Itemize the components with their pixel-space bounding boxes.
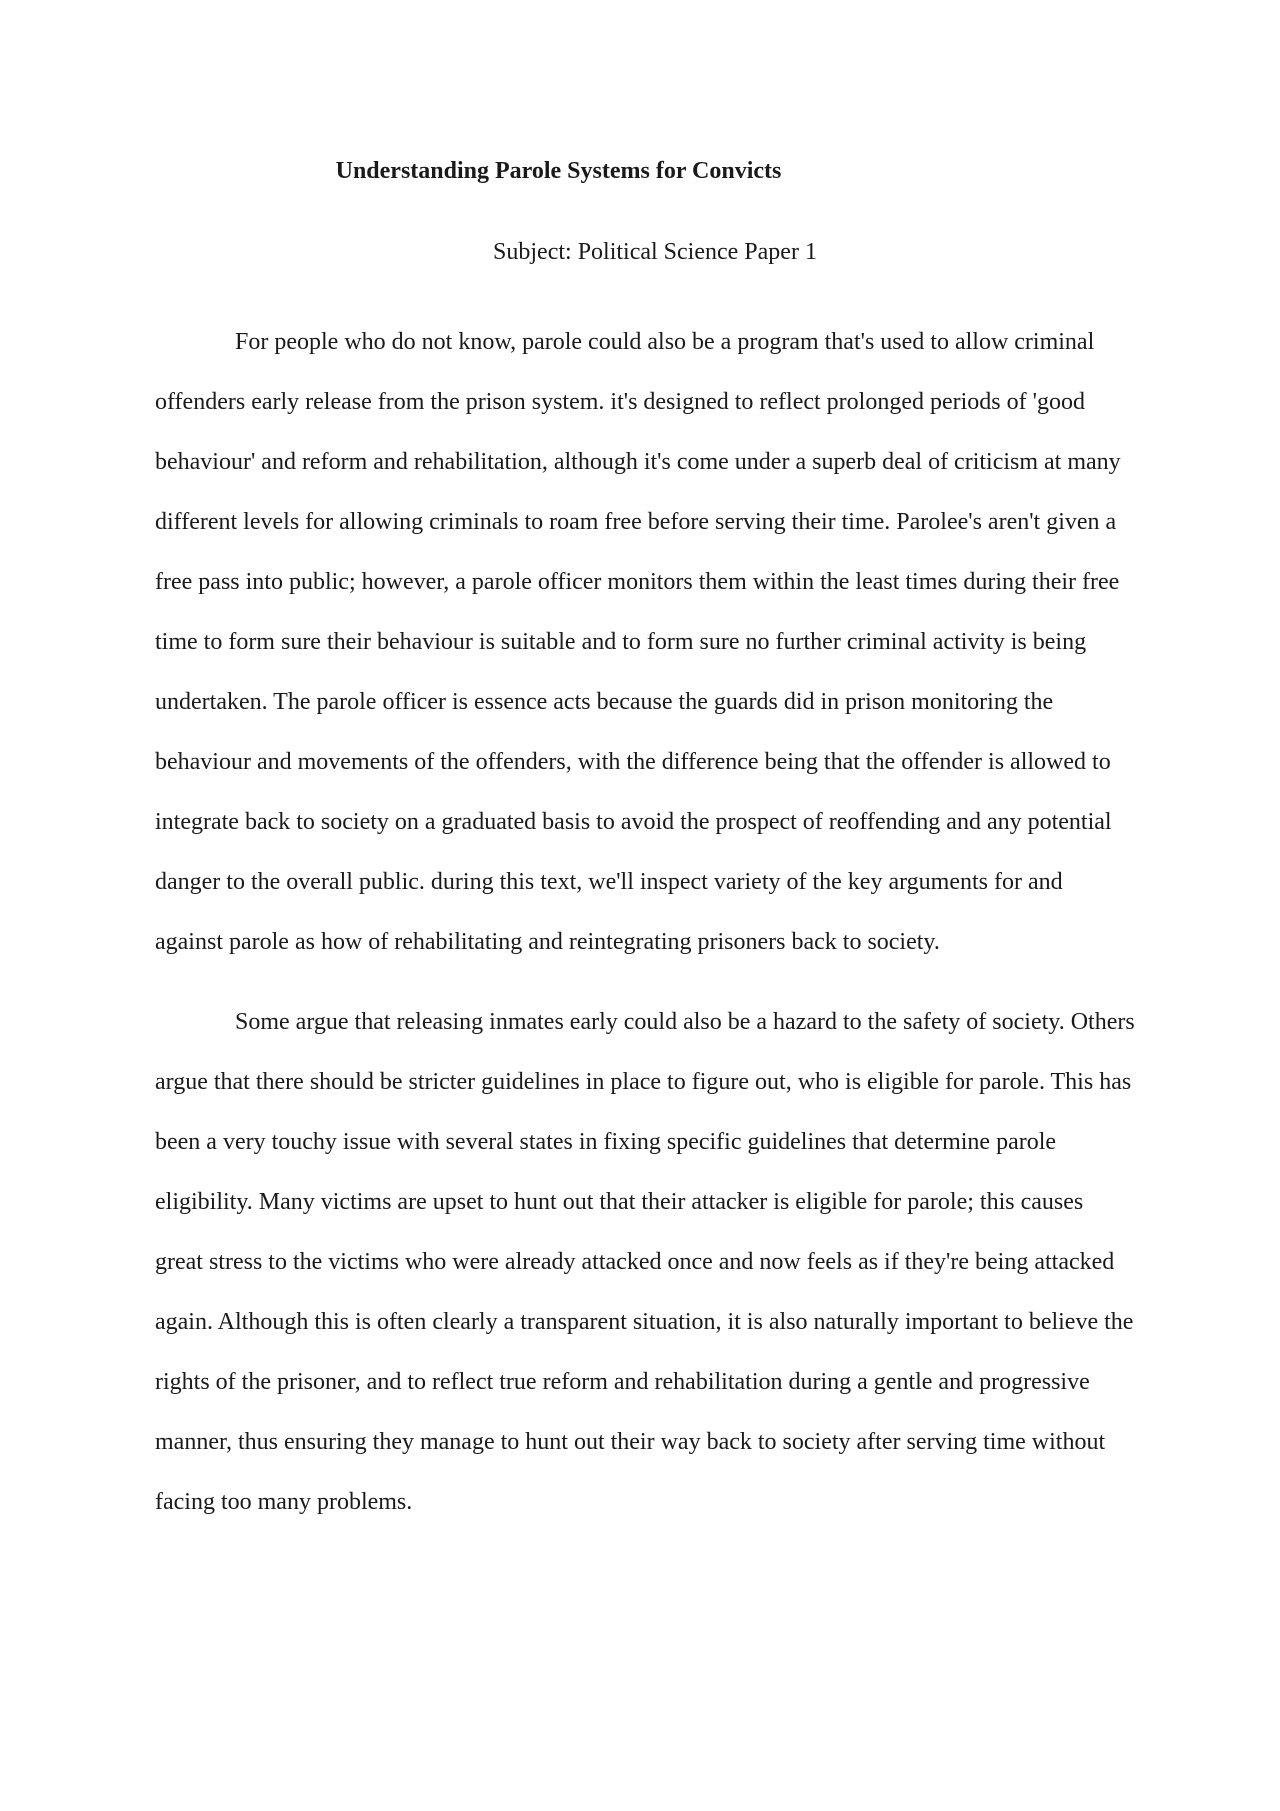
- paragraph-2: Some argue that releasing inmates early could also be a hazard to the safety of society. Others argue that there should be stricter guidelines in place to figure out, who is eligible for parole. This has been a very touchy issue with several states in fixing specific guidelines that determine parole eligibility. Many victims are upset to hunt out that their attacker is eligible for parole; this causes great stress to the victims who were already attacked once and now feels as if they're being attacked again. Although this is often clearly a transparent situation, it is also naturally important to believe the rights of the prisoner, and to reflect true reform and rehabilitation during a gentle and progressive manner, thus ensuring they manage to hunt out their way back to society after serving time without facing too many problems.: [155, 1009, 1135, 1515]
- document-title: Understanding Parole Systems for Convicts: [335, 158, 782, 184]
- paragraph-1: For people who do not know, parole could also be a program that's used to allow criminal offenders early release from the prison system. it's designed to reflect prolonged periods of 'good behaviour' and reform and rehabilitation, although it's come under a superb deal of criticism at many different levels for allowing criminals to roam free before serving their time. Parolee's aren't given a free pass into public; however, a parole officer monitors them within the least times during their free time to form sure their behaviour is suitable and to form sure no further criminal activity is being undertaken. The parole officer is essence acts because the guards did in prison monitoring the behaviour and movements of the offenders, with the difference being that the offender is allowed to integrate back to society on a graduated basis to avoid the prospect of reoffending and any potential danger to the overall public. during this text, we'll inspect variety of the key arguments for and against parole as how of rehabilitating and reintegrating prisoners back to society.: [155, 329, 1121, 955]
- document-subtitle: Subject: Political Science Paper 1: [493, 239, 817, 265]
- document-body: [155, 312, 1135, 1532]
